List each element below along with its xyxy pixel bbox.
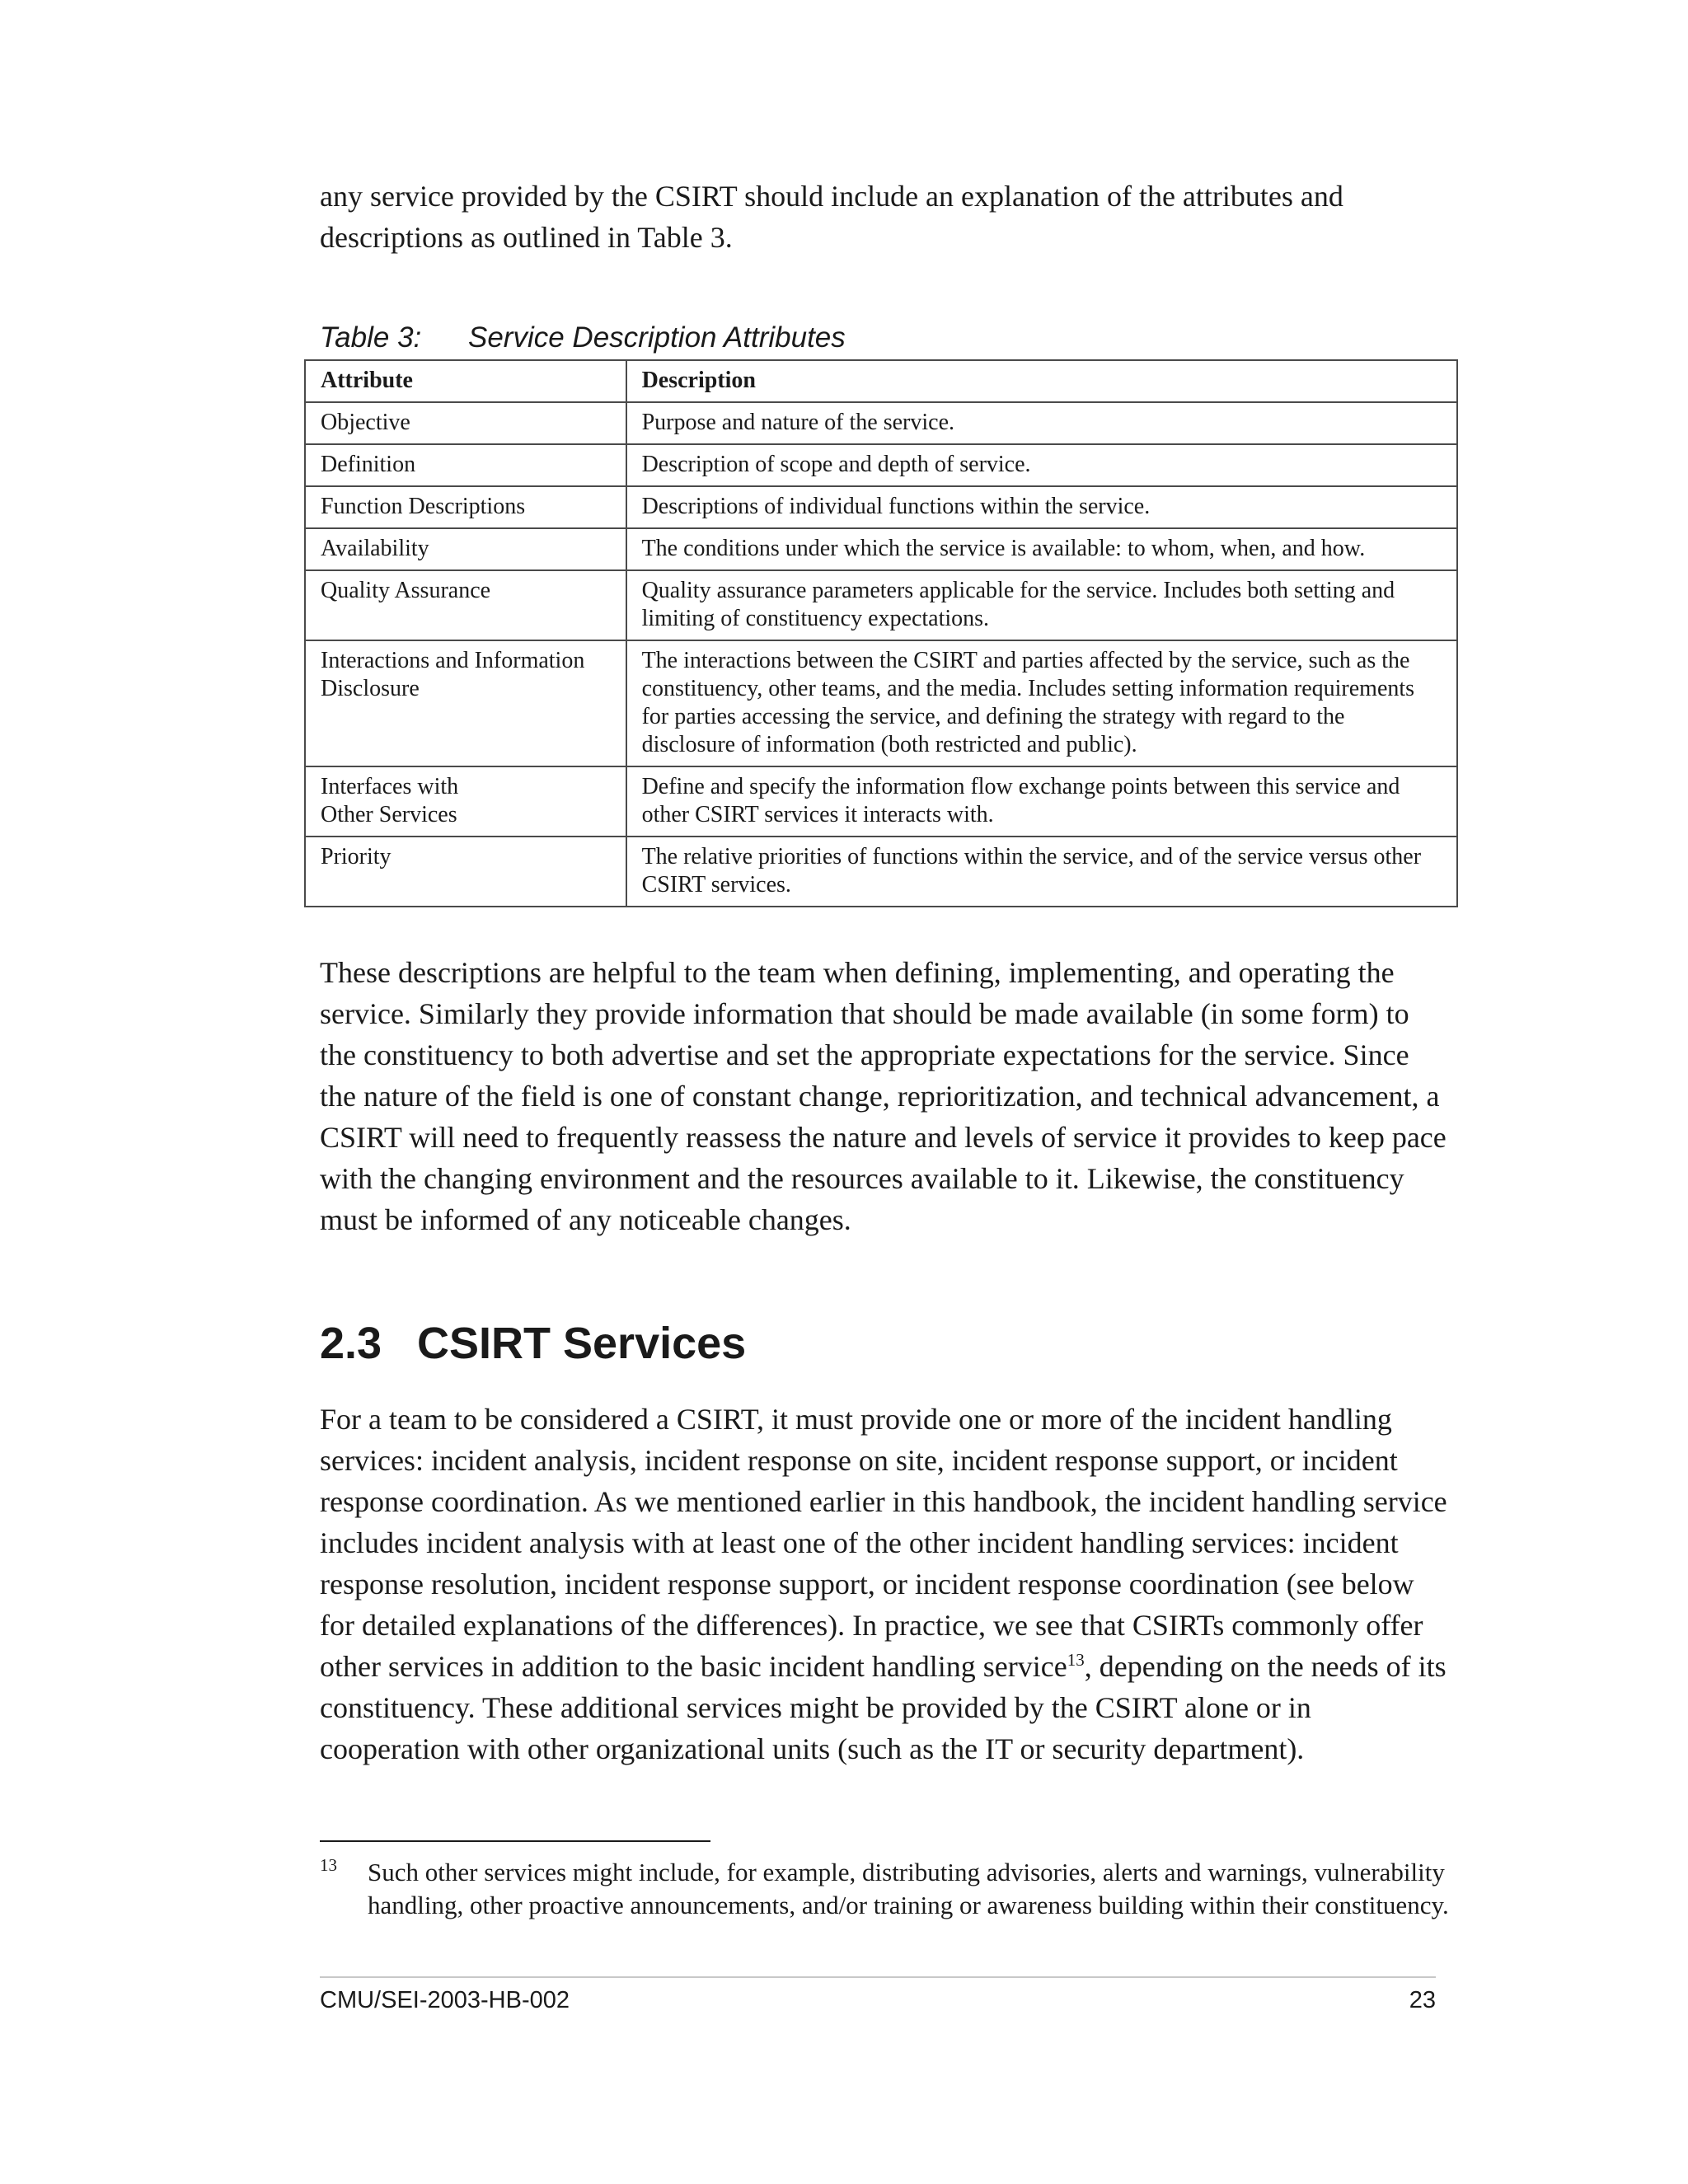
attribute-cell: Quality Assurance: [305, 570, 626, 640]
attribute-cell: Priority: [305, 837, 626, 907]
table-row: [305, 766, 1457, 837]
attribute-cell: Interactions and Information Disclosure: [305, 640, 626, 766]
table-caption-title: Service Description Attributes: [468, 321, 846, 354]
table-row: [305, 402, 1457, 444]
footer-page-number: 23: [1409, 1987, 1436, 2013]
table-row: [305, 837, 1457, 907]
description-cell: Descriptions of individual functions within the service.: [626, 486, 1457, 528]
attribute-cell: Function Descriptions: [305, 486, 626, 528]
attribute-line: Interfaces with: [321, 774, 459, 799]
section-title: CSIRT Services: [417, 1319, 747, 1368]
description-cell: The interactions between the CSIRT and parties affected by the service, such as the constituency, other teams, and the media. Includes setting information requirements for parties accessing the service, and defining the strategy with regard to the disclosure of information (both restricted and public).: [626, 640, 1457, 766]
footer-document-id: CMU/SEI-2003-HB-002: [320, 1987, 570, 2013]
service-description-attributes-table: [304, 359, 1458, 907]
description-cell: The relative priorities of functions within the service, and of the service versus other CSIRT services.: [626, 837, 1457, 907]
descriptions-paragraph: These descriptions are helpful to the team when defining, implementing, and operating the service. Similarly they provide information that should be made available (in some form) to the constituency to both advertise and set the appropriate expectations for the service. Since the nature of the field is one of constant change, reprioritization, and technical advancement, a CSIRT will need to frequently reassess the nature and levels of service it provides to keep pace with the changing environment and the resources available to it. Likewise, the constituency must be informed of any noticeable changes.: [320, 956, 1447, 1236]
footnote-reference[interactable]: 13: [1067, 1650, 1085, 1670]
description-cell: The conditions under which the service is available: to whom, when, and how.: [626, 528, 1457, 570]
table-caption-label: Table 3:: [320, 321, 422, 354]
services-text-before-ref: For a team to be considered a CSIRT, it must provide one or more of the incident handling services: incident analysis, incident response on site, incident response support, or incident response coordination. As we mentioned earlier in this handbook, the incident handling service includes incident analysis with at least one of the other incident handling services: incident response resolution, incident response support, or incident response coordination (see below for detailed explanations of the differences). In practice, we see that CSIRTs commonly offer other services in addition to the basic incident handling service: [320, 1403, 1447, 1683]
description-cell: Purpose and nature of the service.: [626, 402, 1457, 444]
table-row: [305, 444, 1457, 486]
section-heading: [320, 1317, 746, 1370]
attribute-line: Other Services: [321, 802, 457, 827]
description-cell: Define and specify the information flow exchange points between this service and other CSIRT services it interacts with.: [626, 766, 1457, 837]
table-header-description: Description: [626, 360, 1457, 402]
footnote: [320, 1856, 1449, 1922]
footnote-separator: [320, 1840, 710, 1842]
attribute-cell: [305, 766, 626, 837]
section-number: 2.3: [320, 1319, 382, 1368]
table-row: [305, 486, 1457, 528]
description-cell: Description of scope and depth of service.: [626, 444, 1457, 486]
table-row: [305, 570, 1457, 640]
table-caption: [320, 320, 846, 356]
services-text-after-ref: , depending on the needs of its constituency. These additional services might be provided by the CSIRT alone or in cooperation with other organizational units (such as the IT or security department).: [320, 1650, 1447, 1765]
table-header-attribute: Attribute: [305, 360, 626, 402]
table-header-row: [305, 360, 1457, 402]
attribute-cell: Availability: [305, 528, 626, 570]
footer-separator: [320, 1976, 1436, 1978]
description-cell: Quality assurance parameters applicable for the service. Includes both setting and limiting of constituency expectations.: [626, 570, 1457, 640]
csirt-services-paragraph: [320, 1399, 1449, 1769]
intro-paragraph: any service provided by the CSIRT should include an explanation of the attributes and descriptions as outlined in Table 3.: [320, 180, 1343, 254]
table-row: [305, 640, 1457, 766]
footnote-number: 13: [320, 1855, 337, 1875]
attribute-cell: Objective: [305, 402, 626, 444]
footnote-text: Such other services might include, for example, distributing advisories, alerts and warnings, vulnerability handling, other proactive announcements, and/or training or awareness building within their constituency.: [368, 1858, 1449, 1919]
table-row: [305, 528, 1457, 570]
attribute-cell: Definition: [305, 444, 626, 486]
